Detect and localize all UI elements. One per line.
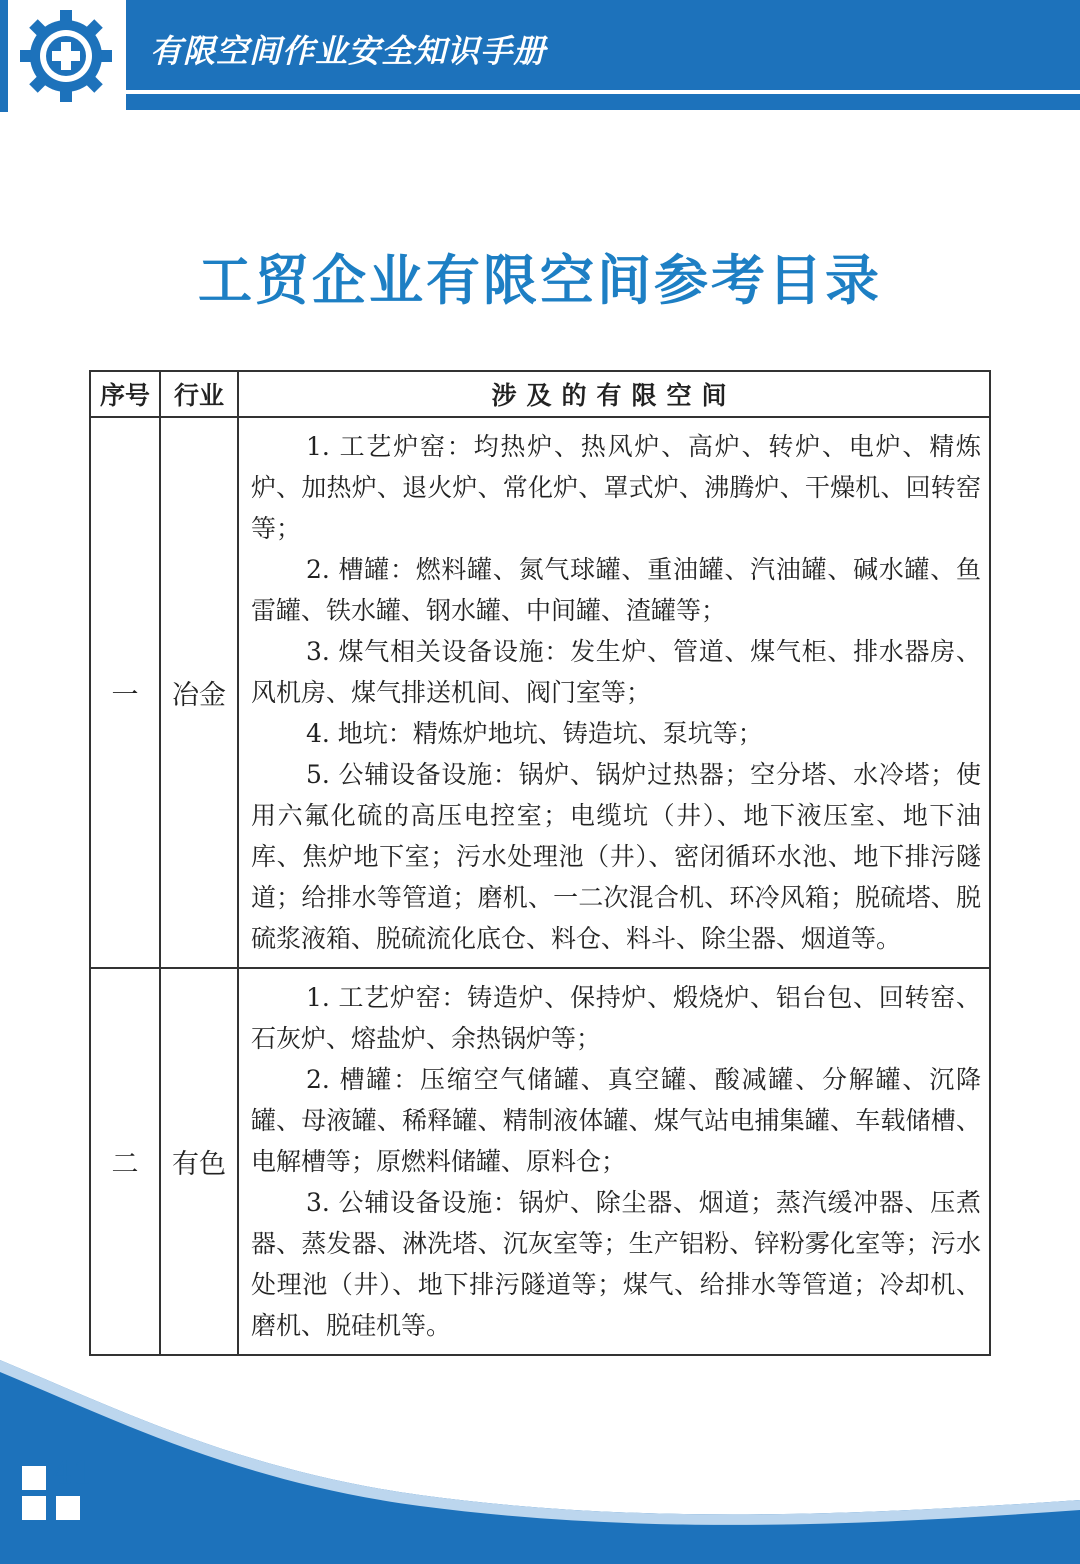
footer-square	[22, 1466, 46, 1490]
page-number: 41	[52, 1454, 93, 1492]
footer-square	[22, 1496, 46, 1520]
confined-space-table	[89, 370, 991, 1356]
row-industry: 冶金	[160, 417, 238, 968]
row-scope	[238, 417, 990, 968]
row-scope	[238, 968, 990, 1355]
row-num: 一	[90, 417, 160, 968]
header-stripe	[0, 94, 1080, 110]
table-header-row	[90, 371, 990, 417]
footer-wave	[0, 1330, 1080, 1564]
header-scope: 涉及的有限空间	[238, 371, 990, 417]
row-num: 二	[90, 968, 160, 1355]
scope-item: 3. 煤气相关设备设施：发生炉、管道、煤气柜、排水器房、风机房、煤气排送机间、阀门室等；	[251, 637, 981, 707]
footer-square	[56, 1496, 80, 1520]
scope-item: 1. 工艺炉窑：铸造炉、保持炉、煅烧炉、铝台包、回转窑、石灰炉、熔盐炉、余热锅炉等；	[251, 983, 981, 1053]
scope-item: 4. 地坑：精炼炉地坑、铸造坑、泵坑等；	[306, 719, 763, 748]
header-industry: 行业	[160, 371, 238, 417]
row-industry: 有色	[160, 968, 238, 1355]
logo-box-edge	[0, 0, 8, 112]
scope-item: 3. 公辅设备设施：锅炉、除尘器、烟道；蒸汽缓冲器、压煮器、蒸发器、淋洗塔、沉灰室等；生产铝粉、锌粉雾化室等；污水处理池（井）、地下排污隧道等；煤气、给排水等管道；冷却机、磨机、脱硅机等。	[251, 1188, 981, 1340]
handbook-title: 有限空间作业安全知识手册	[150, 32, 547, 70]
scope-item: 2. 槽罐：燃料罐、氮气球罐、重油罐、汽油罐、碱水罐、鱼雷罐、铁水罐、钢水罐、中间罐、渣罐等；	[251, 555, 981, 625]
page-title: 工贸企业有限空间参考目录	[198, 249, 882, 312]
scope-item: 2. 槽罐：压缩空气储罐、真空罐、酸减罐、分解罐、沉降罐、母液罐、稀释罐、精制液体罐、煤气站电捕集罐、车载储槽、电解槽等；原燃料储罐、原料仓；	[251, 1065, 981, 1176]
table-row	[90, 968, 990, 1355]
scope-item: 5. 公辅设备设施：锅炉、锅炉过热器；空分塔、水冷塔；使用六氟化硫的高压电控室；电缆坑（井）、地下液压室、地下油库、焦炉地下室；污水处理池（井）、密闭循环水池、地下排污隧道；给排水等管道；磨机、一二次混合机、环冷风箱；脱硫塔、脱硫浆液箱、脱硫流化底仓、料仓、料斗、除尘器、烟道等。	[251, 760, 981, 953]
header-num: 序号	[90, 371, 160, 417]
table-row	[90, 417, 990, 968]
logo-box	[0, 0, 126, 112]
scope-item: 1. 工艺炉窑：均热炉、热风炉、高炉、转炉、电炉、精炼炉、加热炉、退火炉、常化炉、罩式炉、沸腾炉、干燥机、回转窑等；	[251, 432, 981, 543]
safety-cross-gear-icon	[20, 10, 112, 102]
